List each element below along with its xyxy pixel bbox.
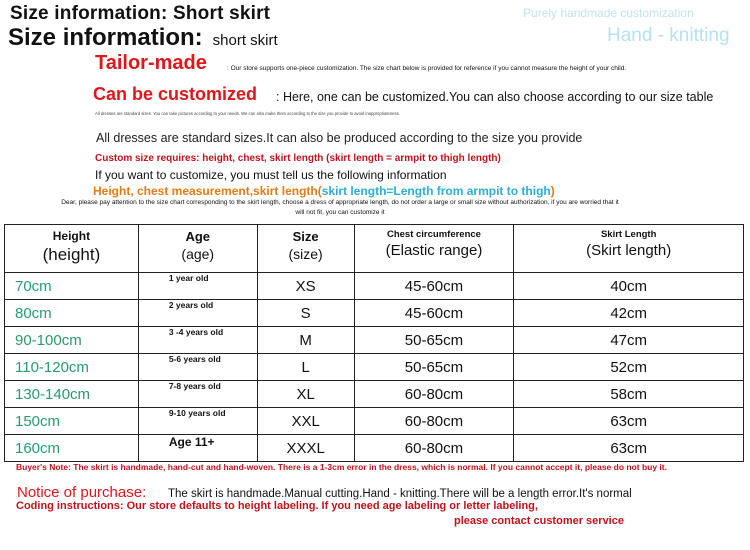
cell-chest: 50-65cm (354, 327, 514, 354)
cell-height: 80cm (5, 300, 139, 327)
cell-chest: 45-60cm (354, 300, 514, 327)
dear-note: Dear, please pay attention to the size chart corresponding to the skirt length, choose a dress of appropriate length, do not order a large or small size without authorization, if you are worried that it will not fit, you can customize it (61, 199, 619, 216)
table-row (5, 354, 744, 381)
watermark-top: Purely handmade customization (523, 6, 694, 20)
header-size-line1: Size (292, 229, 319, 244)
size-table (4, 224, 744, 462)
table-header-row (5, 225, 744, 273)
cell-height: 130-140cm (5, 381, 139, 408)
measurement-suffix: ) (550, 184, 555, 198)
header-length-line2: (Skirt length) (586, 242, 672, 259)
table-row (5, 300, 744, 327)
cell-age: Age 11+ (138, 435, 257, 462)
watermark-bottom: Hand - knitting (607, 25, 730, 46)
table-row (5, 327, 744, 354)
cell-length: 63cm (514, 408, 744, 435)
table-row (5, 381, 744, 408)
cell-age: 1 year old (138, 273, 257, 300)
header-age-line2: (age) (181, 246, 215, 262)
header-size (257, 225, 354, 273)
cell-age: 3 -4 years old (138, 327, 257, 354)
subtitle-sub: short skirt (212, 32, 278, 49)
header-chest (354, 225, 514, 273)
header-length-line1: Skirt Length (600, 229, 657, 240)
cell-size: XXXL (257, 435, 354, 462)
cell-size: L (257, 354, 354, 381)
cell-length: 52cm (514, 354, 744, 381)
cell-height: 160cm (5, 435, 139, 462)
header-age (138, 225, 257, 273)
cell-size: XS (257, 273, 354, 300)
tailor-made-note: : Our store supports one-piece customization. The size chart below is provided for reference if you cannot measure the height of your child. (227, 65, 627, 72)
cell-age: 9-10 years old (138, 408, 257, 435)
buyer-note: Buyer's Note: The skirt is handmade, hand-cut and hand-woven. There is a 1-3cm error in the dress, which is normal. If you cannot accept it, please do not buy it. (16, 462, 667, 472)
cell-height: 90-100cm (5, 327, 139, 354)
cell-length: 40cm (514, 273, 744, 300)
table-row (5, 273, 744, 300)
cell-size: S (257, 300, 354, 327)
cell-age: 5-6 years old (138, 354, 257, 381)
header-height-line2: (height) (42, 245, 101, 264)
cell-height: 70cm (5, 273, 139, 300)
cell-chest: 45-60cm (354, 273, 514, 300)
cell-size: XL (257, 381, 354, 408)
page-subtitle (8, 24, 278, 52)
coding-instructions: Coding instructions: Our store defaults to height labeling. If you need age labeling or letter labeling, (16, 500, 538, 512)
cell-length: 63cm (514, 435, 744, 462)
subtitle-label: Size information: (8, 24, 203, 51)
cell-size: M (257, 327, 354, 354)
table-row (5, 408, 744, 435)
cell-length: 47cm (514, 327, 744, 354)
measurement-text (93, 184, 555, 198)
tailor-made-heading: Tailor-made (95, 52, 207, 74)
header-size-line2: (size) (288, 246, 323, 262)
cell-length: 58cm (514, 381, 744, 408)
customized-heading: Can be customized (93, 84, 258, 104)
customized-tiny-note: All dresses are standard sizes. You can take pictures according to your needs. We can also make them according to the size you provide to avoid inappropriateness. (95, 111, 400, 116)
cell-chest: 60-80cm (354, 435, 514, 462)
cell-chest: 60-80cm (354, 381, 514, 408)
customized-text: : Here, one can be customized.You can also choose according to our size table (276, 90, 714, 104)
header-height-line1: Height (52, 229, 91, 243)
cell-chest: 50-65cm (354, 354, 514, 381)
coding-contact: please contact customer service (454, 515, 624, 527)
header-height (5, 225, 139, 273)
cell-height: 150cm (5, 408, 139, 435)
standard-sizes-text: All dresses are standard sizes.It can also be produced according to the size you provide (96, 131, 583, 145)
header-age-line1: Age (185, 229, 211, 244)
notice-heading: Notice of purchase: (17, 484, 147, 501)
cell-height: 110-120cm (5, 354, 139, 381)
cell-length: 42cm (514, 300, 744, 327)
page-title: Size information: Short skirt (10, 3, 271, 24)
cell-chest: 60-80cm (354, 408, 514, 435)
table-row (5, 435, 744, 462)
measurement-prefix: Height, chest measurement,skirt length( (93, 184, 322, 198)
want-customize-text: If you want to customize, you must tell us the following information (95, 168, 447, 182)
cell-size: XXL (257, 408, 354, 435)
custom-requires-text: Custom size requires: height, chest, skirt length (skirt length = armpit to thigh length) (95, 153, 501, 164)
measurement-blue: skirt length=Length from armpit to thigh (321, 184, 551, 198)
header-chest-line1: Chest circumference (386, 229, 481, 240)
header-length (514, 225, 744, 273)
cell-age: 7-8 years old (138, 381, 257, 408)
notice-text: The skirt is handmade.Manual cutting.Hand - knitting.There will be a length error.It's normal (168, 488, 632, 500)
cell-age: 2 years old (138, 300, 257, 327)
header-chest-line2: (Elastic range) (385, 242, 483, 259)
